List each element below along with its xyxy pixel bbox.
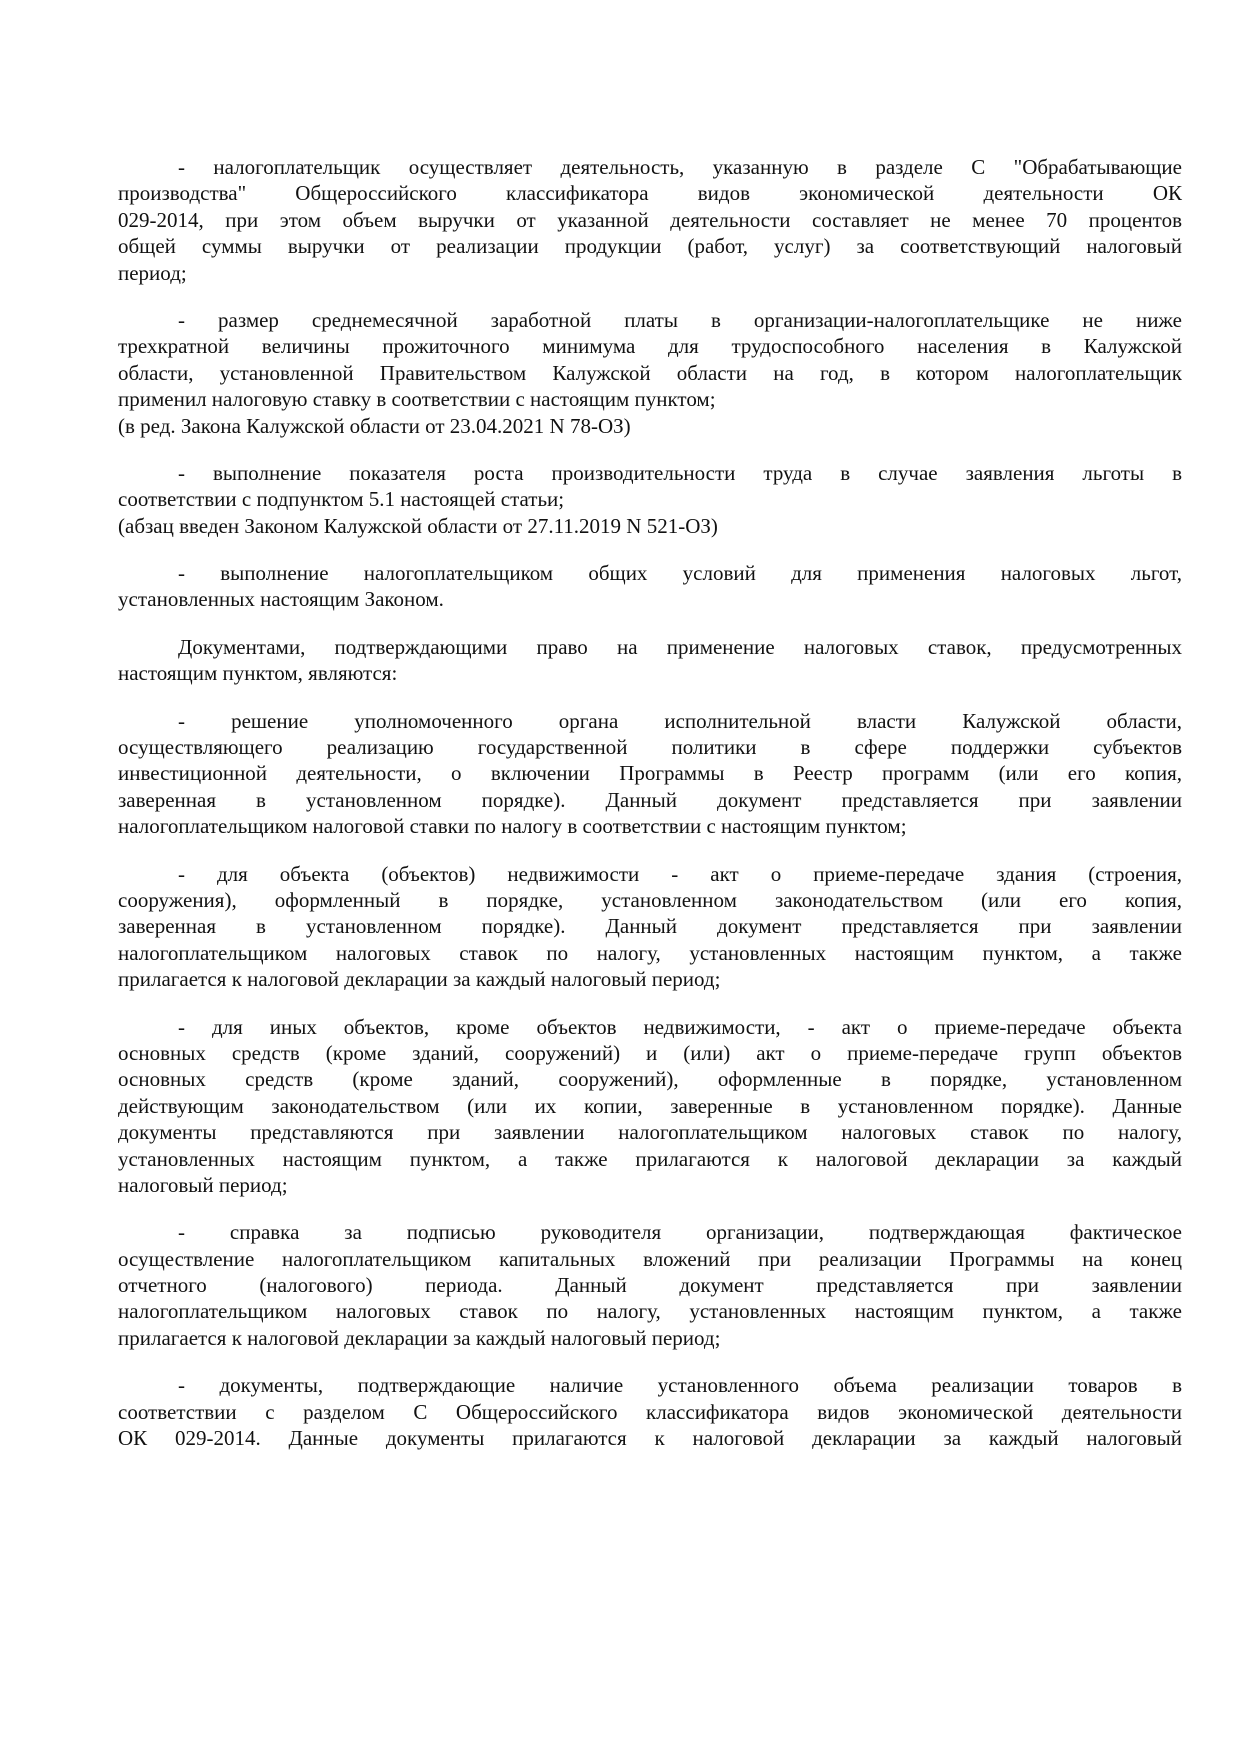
text-line: Документами, подтверждающими право на применение налоговых ставок, предусмотренных [178, 634, 1182, 659]
text-line: заверенная в установленном порядке). Данный документ представляется при заявлении [118, 914, 1182, 939]
text-line: установленных настоящим пунктом, а также прилагаются к налоговой декларации за каждый [118, 1146, 1182, 1171]
paragraph [118, 154, 1182, 286]
text-line: настоящим пунктом, являются: [118, 661, 398, 686]
text-line: инвестиционной деятельности, о включении Программы в Реестр программ (или его копия, [118, 761, 1182, 786]
text-line: применил налоговую ставку в соответствии с настоящим пунктом; [118, 387, 716, 412]
text-line: осуществляющего реализацию государственной политики в сфере поддержки субъектов [118, 735, 1182, 760]
text-line: - размер среднемесячной заработной платы в организации-налогоплательщике не ниже [178, 307, 1182, 332]
text-line: налогоплательщиком налоговых ставок по налогу, установленных настоящим пунктом, а также [118, 1299, 1182, 1324]
text-line: осуществление налогоплательщиком капитальных вложений при реализации Программы на конец [118, 1246, 1182, 1271]
text-line: период; [118, 260, 187, 285]
text-line: 029-2014, при этом объем выручки от указанной деятельности составляет не менее 70 процентов [118, 207, 1182, 232]
paragraph [118, 861, 1182, 993]
paragraph [118, 634, 1182, 687]
text-line: налогоплательщиком налоговых ставок по налогу, установленных настоящим пунктом, а также [118, 940, 1182, 965]
text-line: - решение уполномоченного органа исполнительной власти Калужской области, [178, 708, 1182, 733]
text-line: соответствии с разделом С Общероссийского классификатора видов экономической деятельности [118, 1399, 1182, 1424]
paragraph [118, 1219, 1182, 1351]
text-line: - для объекта (объектов) недвижимости - акт о приеме-передаче здания (строения, [178, 861, 1182, 886]
text-line: трехкратной величины прожиточного минимума для трудоспособного населения в Калужской [118, 334, 1182, 359]
text-line: отчетного (налогового) периода. Данный документ представляется при заявлении [118, 1273, 1182, 1298]
text-line: налоговый период; [118, 1172, 288, 1197]
text-line: документы представляются при заявлении налогоплательщиком налоговых ставок по налогу, [118, 1120, 1182, 1145]
text-line: - налогоплательщик осуществляет деятельность, указанную в разделе С "Обрабатывающие [178, 155, 1182, 179]
text-line: - выполнение показателя роста производительности труда в случае заявления льготы в [178, 460, 1182, 485]
text-line: - документы, подтверждающие наличие установленного объема реализации товаров в [178, 1373, 1182, 1398]
text-line: соответствии с подпунктом 5.1 настоящей статьи; [118, 487, 565, 512]
paragraph [118, 307, 1182, 439]
text-line: сооружения), оформленный в порядке, установленном законодательством (или его копия, [118, 887, 1182, 912]
paragraph [118, 1372, 1182, 1451]
amendment-note: (абзац введен Законом Калужской области от 27.11.2019 N 521-ОЗ) [118, 513, 718, 538]
text-line: основных средств (кроме зданий, сооружений) и (или) акт о приеме-передаче групп объектов [118, 1040, 1182, 1065]
text-line: области, установленной Правительством Калужской области на год, в котором налогоплательщик [118, 360, 1182, 385]
paragraph [118, 560, 1182, 613]
document-page [118, 154, 1182, 1472]
text-line: прилагается к налоговой декларации за каждый налоговый период; [118, 967, 721, 992]
paragraph [118, 460, 1182, 539]
text-line: установленных настоящим Законом. [118, 587, 444, 612]
text-line: ОК 029-2014. Данные документы прилагаются к налоговой декларации за каждый налоговый [118, 1426, 1182, 1451]
text-line: действующим законодательством (или их копии, заверенные в установленном порядке). Данные [118, 1093, 1182, 1118]
text-line: общей суммы выручки от реализации продукции (работ, услуг) за соответствующий налоговый [118, 234, 1182, 259]
text-line: - справка за подписью руководителя организации, подтверждающая фактическое [178, 1220, 1182, 1245]
amendment-note: (в ред. Закона Калужской области от 23.04.2021 N 78-ОЗ) [118, 413, 631, 438]
text-line: - для иных объектов, кроме объектов недвижимости, - акт о приеме-передаче объекта [178, 1014, 1182, 1039]
paragraph [118, 708, 1182, 840]
text-line: производства" Общероссийского классификатора видов экономической деятельности ОК [118, 181, 1182, 206]
text-line: прилагается к налоговой декларации за каждый налоговый период; [118, 1325, 721, 1350]
text-line: основных средств (кроме зданий, сооружений), оформленные в порядке, установленном [118, 1067, 1182, 1092]
paragraph [118, 1014, 1182, 1199]
text-line: заверенная в установленном порядке). Данный документ представляется при заявлении [118, 787, 1182, 812]
text-line: - выполнение налогоплательщиком общих условий для применения налоговых льгот, [178, 561, 1182, 586]
text-line: налогоплательщиком налоговой ставки по налогу в соответствии с настоящим пунктом; [118, 814, 907, 839]
